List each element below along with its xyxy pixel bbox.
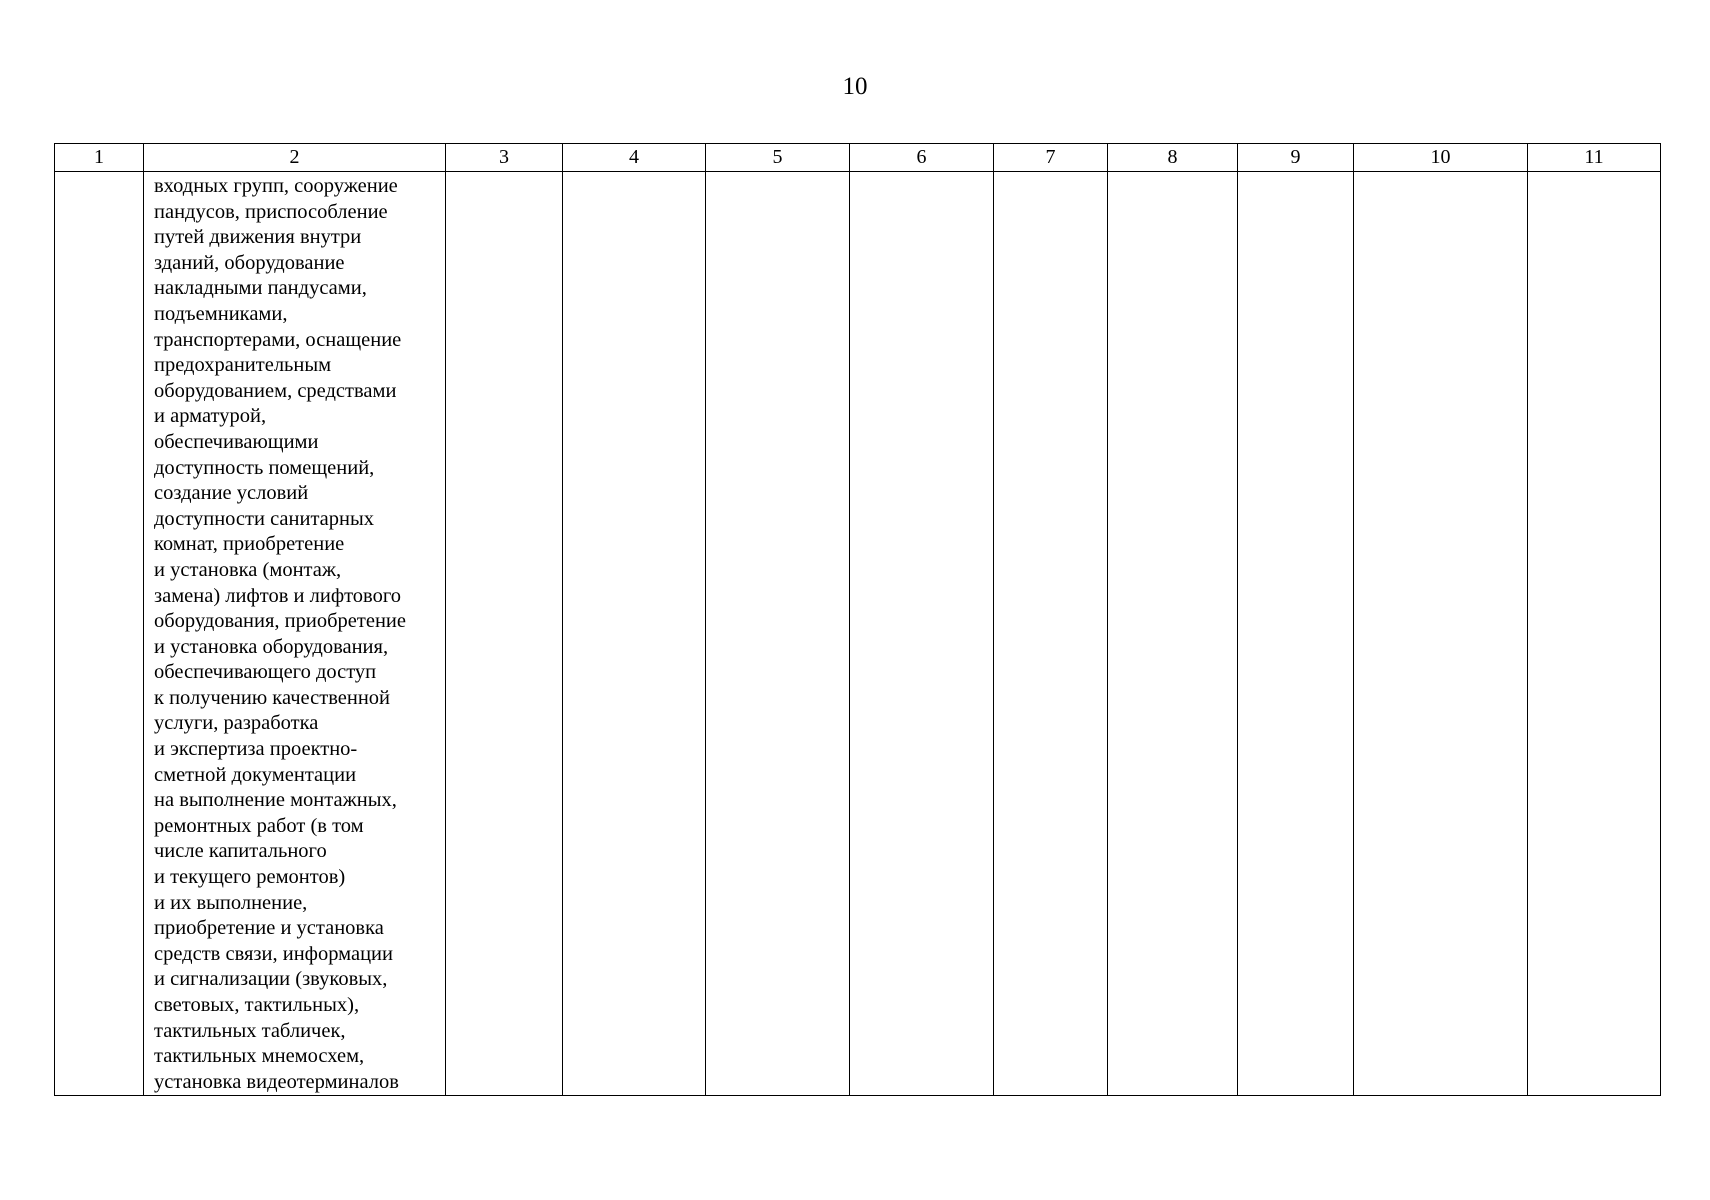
description-line: тактильных мнемосхем, [154,1045,365,1068]
description-line: и установка оборудования, [154,635,389,658]
description-line: и установка (монтаж, [154,558,342,581]
column-header-9: 9 [1238,144,1354,172]
cell-col-6 [850,172,994,1096]
column-header-6: 6 [850,144,994,172]
description-line: и экспертиза проектно- [154,738,358,761]
description-line: транспортерами, оснащение [154,328,402,351]
column-header-8: 8 [1108,144,1238,172]
description-line: и их выполнение, [154,891,308,914]
description-line: зданий, оборудование [154,251,345,274]
description-line: накладными пандусами, [154,277,367,300]
description-line: к получению качественной [154,686,391,709]
description-line: обеспечивающими [154,430,319,453]
description-line: ремонтных работ (в том [154,814,364,837]
description-line: оборудованием, средствами [154,379,397,402]
description-line: и арматурой, [154,405,267,428]
description-line: доступность помещений, [154,456,375,479]
description-line: установка видеотерминалов [154,1070,399,1093]
description-line: пандусов, приспособление [154,200,388,223]
page-number: 10 [842,73,868,100]
description-line: средств связи, информации [154,942,393,965]
description-line: подъемниками, [154,302,288,325]
cell-col-10 [1354,172,1528,1096]
description-line: создание условий [154,482,309,505]
description-line: приобретение и установка [154,917,384,940]
description-line: и сигнализации (звуковых, [154,968,388,991]
cell-col-9 [1238,172,1354,1096]
description-line: замена) лифтов и лифтового [154,584,401,607]
column-header-10: 10 [1354,144,1528,172]
cell-col-1 [55,172,144,1096]
column-header-1: 1 [55,144,144,172]
column-header-2: 2 [144,144,446,172]
description-line: световых, тактильных), [154,994,360,1016]
description-line: и текущего ремонтов) [154,866,346,889]
column-header-11: 11 [1528,144,1661,172]
description-line: обеспечивающего доступ [154,661,377,684]
description-line: комнат, приобретение [154,533,345,556]
cell-col-5 [706,172,850,1096]
description-line: входных групп, сооружение [154,175,398,197]
description-line: услуги, разработка [154,712,319,735]
column-header-3: 3 [446,144,563,172]
cell-col-7 [994,172,1108,1096]
description-line: предохранительным [154,354,332,377]
cell-col-3 [446,172,563,1096]
description-line: оборудования, приобретение [154,610,406,633]
description-line: на выполнение монтажных, [154,789,397,812]
description-line: путей движения внутри [154,226,362,249]
column-header-7: 7 [994,144,1108,172]
data-table [54,143,1661,1096]
table-row [55,172,1661,1096]
header-row [55,144,1661,172]
column-header-4: 4 [563,144,706,172]
cell-col-4 [563,172,706,1096]
description-line: тактильных табличек, [154,1019,346,1042]
cell-col-8 [1108,172,1238,1096]
description-line: числе капитального [154,840,327,863]
column-header-5: 5 [706,144,850,172]
description-line: доступности санитарных [154,507,375,530]
cell-col-11 [1528,172,1661,1096]
description-line: сметной документации [154,763,357,786]
cell-col-2-description [144,172,446,1096]
